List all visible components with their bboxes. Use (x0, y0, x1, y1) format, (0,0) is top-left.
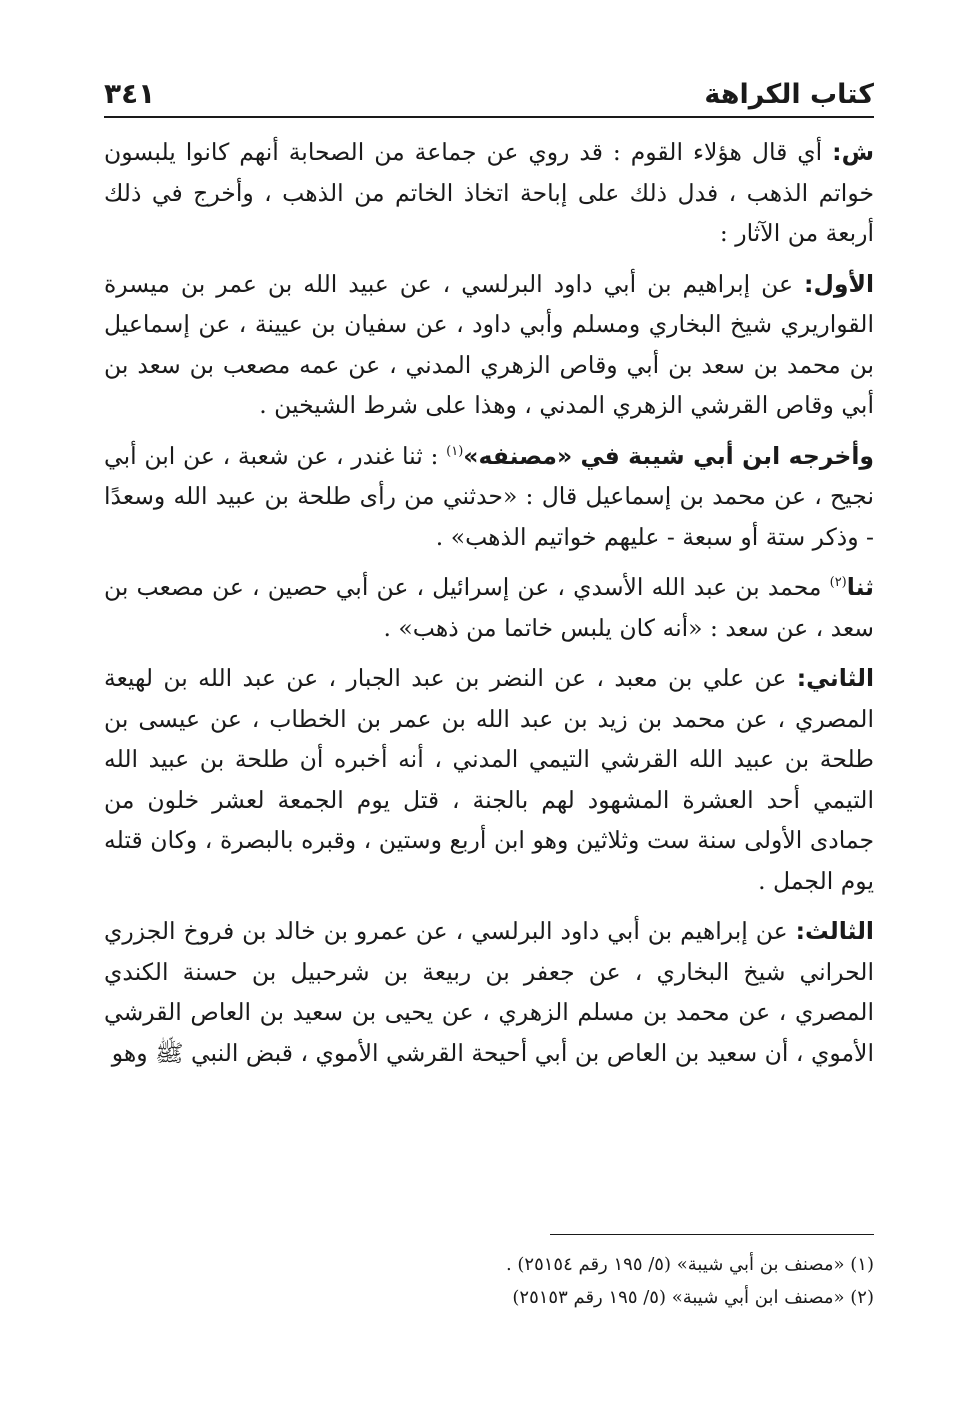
paragraph-lead: ش: (832, 138, 874, 166)
book-page (104, 62, 874, 1362)
paragraph-text: عن إبراهيم بن أبي داود البرلسي ، عن عبيد الله بن عمر بن ميسرة القواريري شيخ البخاري ومسلم وأبي داود ، عن سفيان بن عيينة ، عن إسماعيل بن محمد بن سعد بن أبي وقاص الزهري المدني ، عن عمه مصعب بن سعد بن أبي وقاص القرشي الزهري المدني ، وهذا على شرط الشيخين . (104, 269, 874, 419)
footnote-item: (٢) «مصنف ابن أبي شيبة» (٥/ ١٩٥ رقم ٢٥١٥٣) (512, 1287, 874, 1308)
footnote-ref: (١) (446, 443, 464, 459)
book-title: كتاب الكراهة (704, 79, 874, 110)
paragraph-second-narration (104, 658, 874, 901)
footnote-ref: (٢) (829, 575, 847, 591)
paragraph-lead: الأول: (804, 269, 874, 298)
footnote-divider (550, 1234, 874, 1235)
footnotes (104, 1248, 874, 1314)
paragraph-lead: الثاني: (796, 664, 874, 692)
running-header (104, 62, 874, 118)
paragraph-lead: وأخرجه ابن أبي شيبة في «مصنفه» (463, 441, 874, 470)
paragraph-text: أي قال هؤلاء القوم : قد روي عن جماعة من الصحابة أنهم كانوا يلبسون خواتم الذهب ، فدل ذلك على إباحة اتخاذ الخاتم من الذهب ، وأخرج في ذلك أربعة من الآثار : (104, 138, 874, 247)
paragraph-thana (104, 567, 874, 648)
paragraph-commentary (104, 132, 874, 254)
paragraph-text: عن علي بن معبد ، عن النضر بن عبد الجبار ، عن عبد الله بن لهيعة المصري ، عن محمد بن زيد بن عبد الله بن عمر بن الخطاب ، عن عيسى بن طلحة بن عبيد الله القرشي التيمي المدني ، أنه أخبره أن طلحة بن عبيد الله التيمي أحد العشرة المشهود لهم بالجنة ، قتل يوم الجمعة لعشر خلون من جمادى الأولى سنة ست وثلاثين وهو ابن أربع وستين ، وقبره بالبصرة ، وكان قتله يوم الجمل . (104, 664, 874, 895)
paragraph-first-narration (104, 264, 874, 426)
paragraph-text: : ثنا غندر ، عن شعبة ، عن ابن أبي نجيح ، عن محمد بن إسماعيل قال : «حدثني من رأى طلحة بن عبيد الله وسعدًا - وذكر ستة أو سبعة - عليهم خواتيم الذهب» . (104, 441, 874, 551)
page-number: ٣٤١ (104, 77, 156, 110)
footnote-item: (١) «مصنف بن أبي شيبة» (٥/ ١٩٥ رقم ٢٥١٥٤) . (505, 1254, 874, 1275)
paragraph-text: عن إبراهيم بن أبي داود البرلسي ، عن عمرو بن خالد بن فروخ الجزري الحراني شيخ البخاري ، عن جعفر بن ربيعة بن شرحبيل بن حسنة الكندي المصري ، عن محمد بن مسلم الزهري ، عن يحيى بن سعيد بن العاص القرشي الأموي ، أن سعيد بن العاص بن أبي أحيحة القرشي الأموي ، قبض النبي ﷺ وهو (104, 917, 874, 1067)
main-text (104, 132, 874, 1073)
paragraph-lead: ثنا (846, 573, 874, 601)
paragraph-ibn-abi-shaybah (104, 436, 874, 558)
paragraph-text: محمد بن عبد الله الأسدي ، عن إسرائيل ، عن أبي حصين ، عن مصعب بن سعد ، عن سعد : «أنه كان يلبس خاتما من ذهب» . (104, 573, 874, 642)
paragraph-third-narration (104, 911, 874, 1073)
paragraph-lead: الثالث: (795, 917, 874, 945)
